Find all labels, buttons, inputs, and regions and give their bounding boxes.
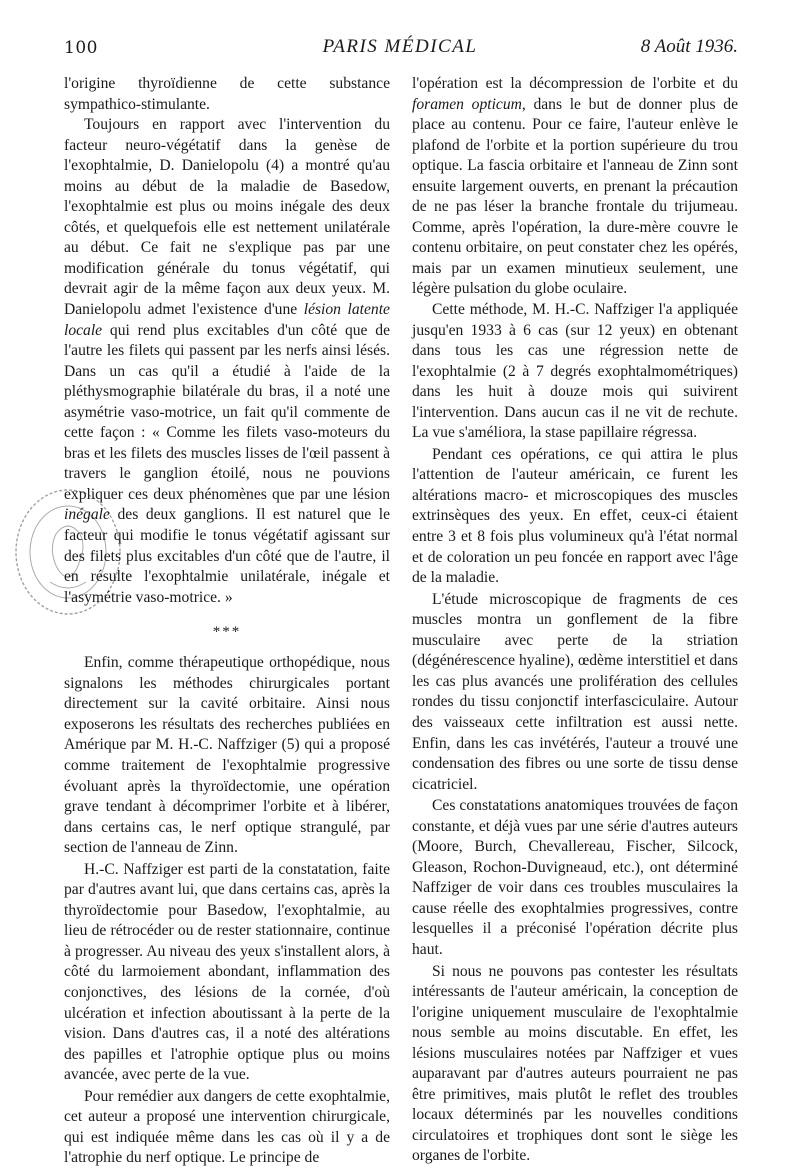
left-column <box>64 74 390 1169</box>
paragraph: Pour remédier aux dangers de cette exophtalmie, cet auteur a proposé une intervention chirurgicale, qui est indiquée même dans les cas où il y a de l'atrophie du nerf optique. Le principe de <box>64 1087 390 1167</box>
paragraph: Pendant ces opérations, ce qui attira le plus l'attention de l'auteur américain, ce furent les altérations macro- et microscopiques des muscles extrinsèques des yeux. En effet, ceux-ci étaient entre 3 et 8 fois plus volumineux qu'à l'état normal et de coloration un peu foncée en rapport avec l'âge de la maladie. <box>412 445 738 587</box>
section-separator: *** <box>212 624 242 641</box>
right-column <box>412 74 738 1167</box>
paragraph: Ces constatations anatomiques trouvées de façon constante, et déjà vues par une série d'autres auteurs (Moore, Burch, Chevallereau, Fischer, Silcock, Gleason, Rochon-Duvigneaud, etc.), ont déterminé Naffziger de voir dans ces troubles musculaires la cause réelle des exophtalmies progressives, contre lesquelles il a préconisé l'opération décrite plus haut. <box>412 797 738 958</box>
page-number: 100 <box>64 38 98 58</box>
paragraph: H.-C. Naffziger est parti de la constatation, faite par d'autres avant lui, que dans certains cas, après la thyroïdectomie pour Basedow, l'exophtalmie, au lieu de rétrocéder ou de rester stationnaire, continue à progresser. Au niveau des yeux s'installent alors, à côté du larmoiement abondant, inflammation des conjonctives, des lésions de la cornée, d'où ulcération et infection aboutissant à la perte de la vision. Dans d'autres cas, il a noté des altérations des papilles et l'atrophie optique plus ou moins avancée, avec perte de la vue. <box>64 860 390 1084</box>
paragraph: Cette méthode, M. H.-C. Naffziger l'a appliquée jusqu'en 1933 à 6 cas (sur 12 yeux) en obtenant dans tous les cas une régression nette de l'exophtalmie (2 à 7 degrés exophtalmométriques) dans les huit à douze mois qui suivirent l'intervention. Dans aucun cas il ne vit de rechute. La vue s'améliora, la stase papillaire régressa. <box>412 301 738 442</box>
paragraph: Si nous ne pouvons pas contester les résultats intéressants de l'auteur américain, la conception de l'origine uniquement musculaire de l'exophtalmie nous semble au moins discutable. En effet, les lésions musculaires notées par Naffziger et vues auparavant par d'autres auteurs pourraient ne pas être primitives, mais plutôt le reflet des troubles locaux déterminés par les nouvelles conditions circulatoires et trophiques dont sont le siège les organes de l'orbite. <box>412 962 738 1165</box>
paragraph: l'origine thyroïdienne de cette substance sympathico-stimulante. <box>64 75 390 113</box>
paragraph: L'étude microscopique de fragments de ces muscles montra un gonflement de la fibre musculaire avec perte de la striation (dégénérescence hyaline), œdème interstitiel et dans les cas plus avancés une prolifération des cellules rondes du tissu conjonctif interfasciculaire. Autour des vaisseaux cette infiltration est aussi nette. Enfin, dans les cas invétérés, l'auteur a trouvé une condensation des fibres ou une sorte de tissu dense cicatriciel. <box>412 590 738 793</box>
paragraph: Toujours en rapport avec l'intervention du facteur neuro-végétatif dans la genèse de l'exophtalmie, D. Danielopolu (4) a montré qu'au moins au début de la maladie de Basedow, l'exophtalmie est plus ou moins inégale des deux côtés, et quelquefois elle est nettement unilatérale au début. Ce fait ne s'explique pas par une modification générale du tonus végétatif, qui devrait agir de la même façon aux deux yeux. M. Danielopolu admet l'existence d'une lésion latente locale qui rend plus excitables d'un côté que de l'autre les filets qui passent par les nerfs ainsi lésés. Dans un cas qu'il a étudié à l'aide de la pléthysmographie bilatérale du bras, il a noté une asymétrie vaso-motrice, un fait qu'il commente de cette façon : « Comme les filets vaso-moteurs du bras et les filets des muscles lisses de l'œil passent à travers le ganglion étoilé, nous ne pouvions expliquer ces deux phénomènes que par une lésion inégale des deux ganglions. Il est naturel que le facteur qui modifie le tonus végétatif agissant sur des filets plus excitables d'un côté que de l'autre, il en résulte l'exophtalmie unilatérale, inégale et l'asymétrie vaso-motrice. » <box>64 116 390 606</box>
journal-title: PARIS MÉDICAL <box>322 36 478 57</box>
issue-date: 8 Août 1936. <box>640 36 738 57</box>
paragraph: l'opération est la décompression de l'orbite et du foramen opticum, dans le but de donner plus de place au contenu. Pour ce faire, l'auteur enlève le plafond de l'orbite et la portion supérieure du trou optique. La fascia orbitaire et l'anneau de Zinn sont ensuite largement ouverts, en prenant la précaution de ne pas léser la branche frontale du trijumeau. Comme, après l'opération, la dure-mère couvre le contenu orbitaire, on peut constater chez les opérés, mais par un examen minutieux seulement, une légère pulsation du globe oculaire. <box>412 75 738 298</box>
paragraph: Enfin, comme thérapeutique orthopédique, nous signalons les méthodes chirurgicales portant directement sur la cavité orbitaire. Ainsi nous exposerons les résultats des recherches publiées en Amérique par M. H.-C. Naffziger (5) qui a proposé comme traitement de l'exophtalmie progressive évoluant après la thyroïdectomie, une opération grave tendant à décomprimer l'orbite et à libérer, dans certains cas, le nerf optique strangulé, par section de l'anneau de Zinn. <box>64 654 390 857</box>
